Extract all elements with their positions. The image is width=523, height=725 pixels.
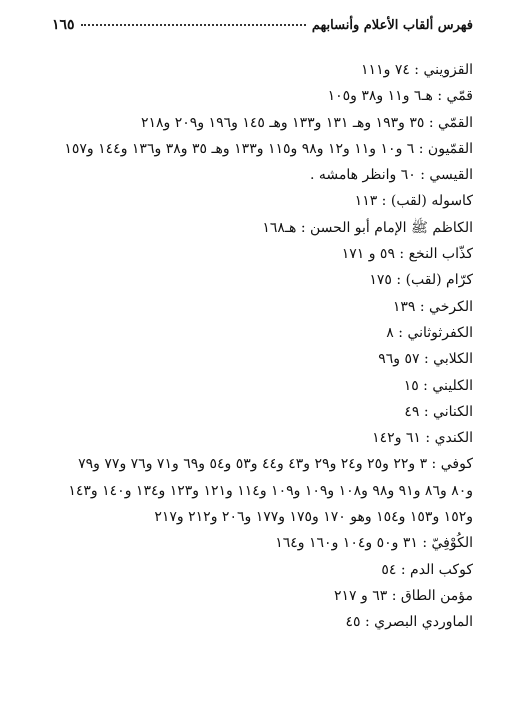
page-number: ١٦٥: [52, 17, 75, 33]
index-entry: الكرخي : ١٣٩: [392, 298, 473, 315]
index-entry: كوكب الدم : ٥٤: [381, 561, 473, 578]
index-entry: الكفرثوثاني : ٨: [386, 324, 473, 341]
running-header: [52, 14, 473, 36]
index-entry: مؤمن الطاق : ٦٣ و ٢١٧: [333, 587, 473, 604]
index-entry: كوفي : ٣ و٢٢ و٢٥ و٢٤ و٢٩ و٤٣ و٤٤ و٥٣ و٥٤ و٦٩ و٧١ و٧٦ و٧٧ و٧٩: [78, 456, 473, 473]
index-entry: كرّام (لقب) : ١٧٥: [369, 272, 473, 289]
index-entry: القمّيون : ٦ و١٠ و١١ و١٢ و٩٨ و١١٥ و١٣٣ وهـ ٣٥ و٣٨ و١٣٦ و١٤٤ و١٥٧: [64, 140, 473, 157]
index-entry: القمّي : ٣٥ و١٩٣ وهـ ١٣١ و١٣٣ وهـ ١٤٥ و١٩٦ و٢٠٩ و٢١٨: [140, 114, 473, 131]
index-entry: الكُوْفِيّ : ٣١ و٥٠ و١٠٤ و١٦٠ و١٦٤: [275, 535, 473, 552]
index-entries: [30, 57, 473, 636]
index-entry: كذّاب النخع : ٥٩ و ١٧١: [341, 246, 473, 263]
index-entry: قمّي : هـ٦ و١١ و٣٨ و١٠٥: [327, 88, 473, 105]
index-entry: القيسي : ٦٠ وانظر هامشه .: [310, 167, 473, 184]
index-entry: القزويني : ٧٤ و١١١: [361, 62, 473, 78]
index-entry: الكناني : ٤٩: [404, 403, 473, 420]
index-entry: الكلابي : ٥٧ و٩٦: [378, 351, 473, 368]
index-entry: الكليني : ١٥: [403, 377, 473, 394]
index-entry-continuation: و١٥٢ و١٥٣ و١٥٤ وهو ١٧٠ و١٧٥ و١٧٧ و٢٠٦ و٢١٢ و٢١٧: [154, 509, 473, 526]
index-entry: كاسوله (لقب) : ١١٣: [354, 193, 473, 210]
header-title: فهرس ألقاب الأعلام وأنسابهم: [311, 17, 473, 33]
index-entry: الكاظم ﷺ الإمام أبو الحسن : هـ١٦٨: [262, 219, 473, 236]
index-entry-continuation: و٨٠ و٨٦ و٩١ و٩٨ و١٠٨ و١٠٩ و١٠٩ و١١٤ و١٢١ و١٢٣ و١٣٤ و١٤٠ و١٤٣: [68, 482, 473, 499]
header-dot-leader: [81, 24, 306, 26]
index-entry: الماوردي البصري : ٤٥: [345, 614, 473, 631]
index-entry: الكندي : ٦١ و١٤٢: [372, 430, 473, 447]
